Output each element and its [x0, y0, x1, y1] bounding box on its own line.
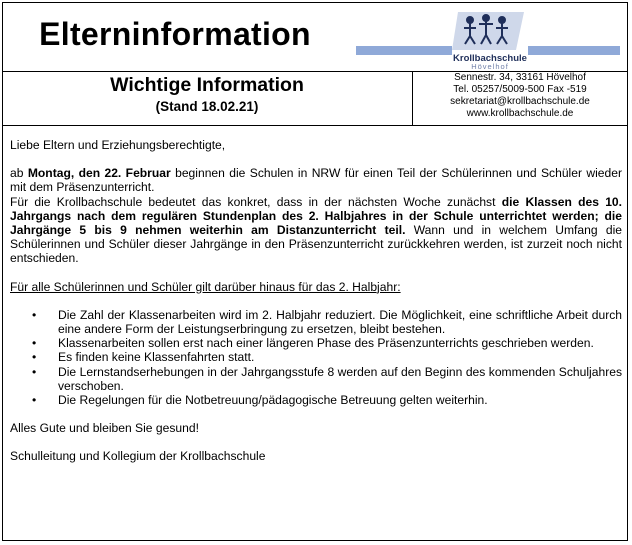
paragraph-details: Für die Krollbachschule bedeutet das konkret, dass in der nächsten Woche zunächst die Klassen des 10. Jahrgangs nach dem regulären Stundenplan des 2. Halbjahres in der Schule unterrichtet werden; die Jahrgänge 5 bis 9 nehmen weiterhin am Distanzunterricht teil. Wann und in welchem Umfang die Schülerinnen und Schüler dieser Jahrgänge in den Präsenzunterricht zurückkehren werden, ist zurzeit noch nicht entschieden.	[10, 194, 623, 266]
contact-website[interactable]: www.krollbachschule.de	[466, 108, 574, 119]
contact-phone: Tel. 05257/5009-500 Fax -519	[453, 84, 587, 95]
closing: Alles Gute und bleiben Sie gesund!	[10, 421, 199, 436]
header-divider-bottom	[3, 125, 627, 126]
list-item: • Es finden keine Klassenfahrten statt.	[32, 350, 255, 365]
list-heading: Für alle Schülerinnen und Schüler gilt darüber hinaus für das 2. Halbjahr:	[10, 279, 401, 294]
paragraph-start-date: ab Montag, den 22. Februar beginnen die Schulen in NRW für einen Teil der Schülerinnen und Schüler wieder mit dem Präsenzunterricht.	[10, 166, 622, 195]
signature: Schulleitung und Kollegium der Krollbachschule	[10, 449, 266, 464]
list-item: • Klassenarbeiten sollen erst nach einer längeren Phase des Präsenzunterrichts geschrieben werden.	[32, 336, 594, 351]
list-item: • Die Regelungen für die Notbetreuung/pädagogische Betreuung gelten weiterhin.	[32, 393, 488, 408]
letter-body	[10, 138, 622, 464]
logo-bar-right	[528, 46, 620, 55]
logo-bar-left	[356, 46, 452, 55]
list-item: • Die Lernstandserhebungen in der Jahrgangsstufe 8 werden auf den Beginn des kommenden Schuljahres verschoben.	[32, 364, 622, 393]
logo-name: Krollbachschule	[453, 53, 527, 64]
school-logo	[352, 6, 624, 70]
logo-figures-icon	[444, 6, 534, 70]
info-date: (Stand 18.02.21)	[155, 99, 259, 114]
contact-address: Sennestr. 34, 33161 Hövelhof	[454, 72, 586, 83]
logo-city: Hövelhof	[471, 62, 509, 70]
info-heading: Wichtige Information	[110, 74, 304, 96]
contact-block	[410, 72, 630, 120]
list-item: • Die Zahl der Klassenarbeiten wird im 2. Halbjahr reduziert. Die Möglichkeit, eine schriftliche Arbeit durch eine andere Form der Leistungserbringung zu ersetzen, bleibt bestehen.	[32, 307, 622, 337]
greeting: Liebe Eltern und Erziehungsberechtigte,	[10, 138, 226, 152]
rules-list	[10, 308, 622, 407]
contact-email[interactable]: sekretariat@krollbachschule.de	[450, 96, 590, 107]
page-title: Elterninformation	[39, 16, 311, 52]
